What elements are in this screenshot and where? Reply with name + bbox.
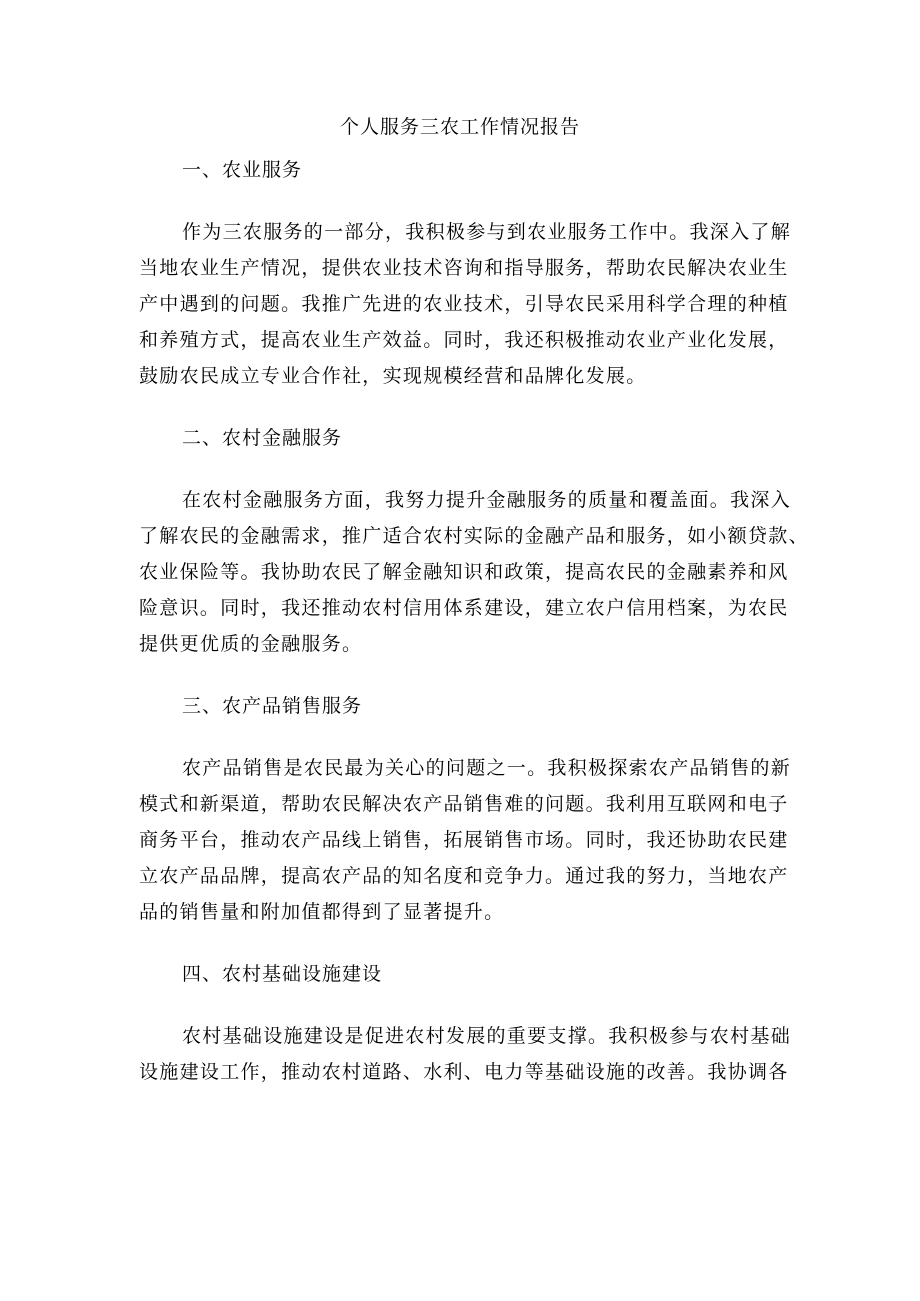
section-paragraph bbox=[139, 482, 809, 662]
section-paragraph bbox=[139, 214, 792, 394]
paragraph-line: 提供更优质的金融服务。 bbox=[139, 633, 363, 655]
section-heading: 三、农产品销售服务 bbox=[182, 695, 363, 717]
paragraph-line: 农村基础设施建设是促进农村发展的重要支撑。我积极参与农村基础 bbox=[182, 1025, 792, 1047]
document-body bbox=[139, 152, 809, 1090]
section-heading: 四、农村基础设施建设 bbox=[182, 963, 383, 985]
document-title: 个人服务三农工作情况报告 bbox=[339, 116, 580, 138]
paragraph-line: 设施建设工作，推动农村道路、水利、电力等基础设施的改善。我协调各 bbox=[139, 1061, 789, 1083]
paragraph-line: 模式和新渠道，帮助农民解决农产品销售难的问题。我利用互联网和电子 bbox=[139, 793, 789, 815]
paragraph-line: 农业保险等。我协助农民了解金融知识和政策，提高农民的金融素养和风 bbox=[139, 561, 789, 583]
paragraph-line: 品的销售量和附加值都得到了显著提升。 bbox=[139, 901, 505, 923]
section-heading: 二、农村金融服务 bbox=[182, 427, 343, 449]
section-paragraph bbox=[139, 750, 792, 930]
paragraph-line: 作为三农服务的一部分，我积极参与到农业服务工作中。我深入了解 bbox=[182, 221, 792, 243]
section-product-sales bbox=[139, 688, 792, 930]
paragraph-line: 产中遇到的问题。我推广先进的农业技术，引导农民采用科学合理的种植 bbox=[139, 293, 789, 315]
section-heading: 一、农业服务 bbox=[182, 159, 303, 181]
section-infrastructure bbox=[139, 956, 792, 1090]
paragraph-line: 了解农民的金融需求，推广适合农村实际的金融产品和服务，如小额贷款、 bbox=[139, 525, 809, 547]
section-rural-finance bbox=[139, 420, 809, 662]
paragraph-line: 当地农业生产情况，提供农业技术咨询和指导服务，帮助农民解决农业生 bbox=[139, 257, 789, 279]
paragraph-line: 商务平台，推动农产品线上销售，拓展销售市场。同时，我还协助农民建 bbox=[139, 829, 789, 851]
paragraph-line: 鼓励农民成立专业合作社，实现规模经营和品牌化发展。 bbox=[139, 365, 647, 387]
paragraph-line: 在农村金融服务方面，我努力提升金融服务的质量和覆盖面。我深入 bbox=[182, 489, 792, 511]
paragraph-line: 立农产品品牌，提高农产品的知名度和竞争力。通过我的努力，当地农产 bbox=[139, 865, 789, 887]
paragraph-line: 险意识。同时，我还推动农村信用体系建设，建立农户信用档案，为农民 bbox=[139, 597, 789, 619]
paragraph-line: 和养殖方式，提高农业生产效益。同时，我还积极推动农业产业化发展， bbox=[139, 329, 789, 351]
section-paragraph bbox=[139, 1018, 792, 1090]
section-agricultural-service bbox=[139, 152, 792, 394]
paragraph-line: 农产品销售是农民最为关心的问题之一。我积极探索农产品销售的新 bbox=[182, 757, 792, 779]
